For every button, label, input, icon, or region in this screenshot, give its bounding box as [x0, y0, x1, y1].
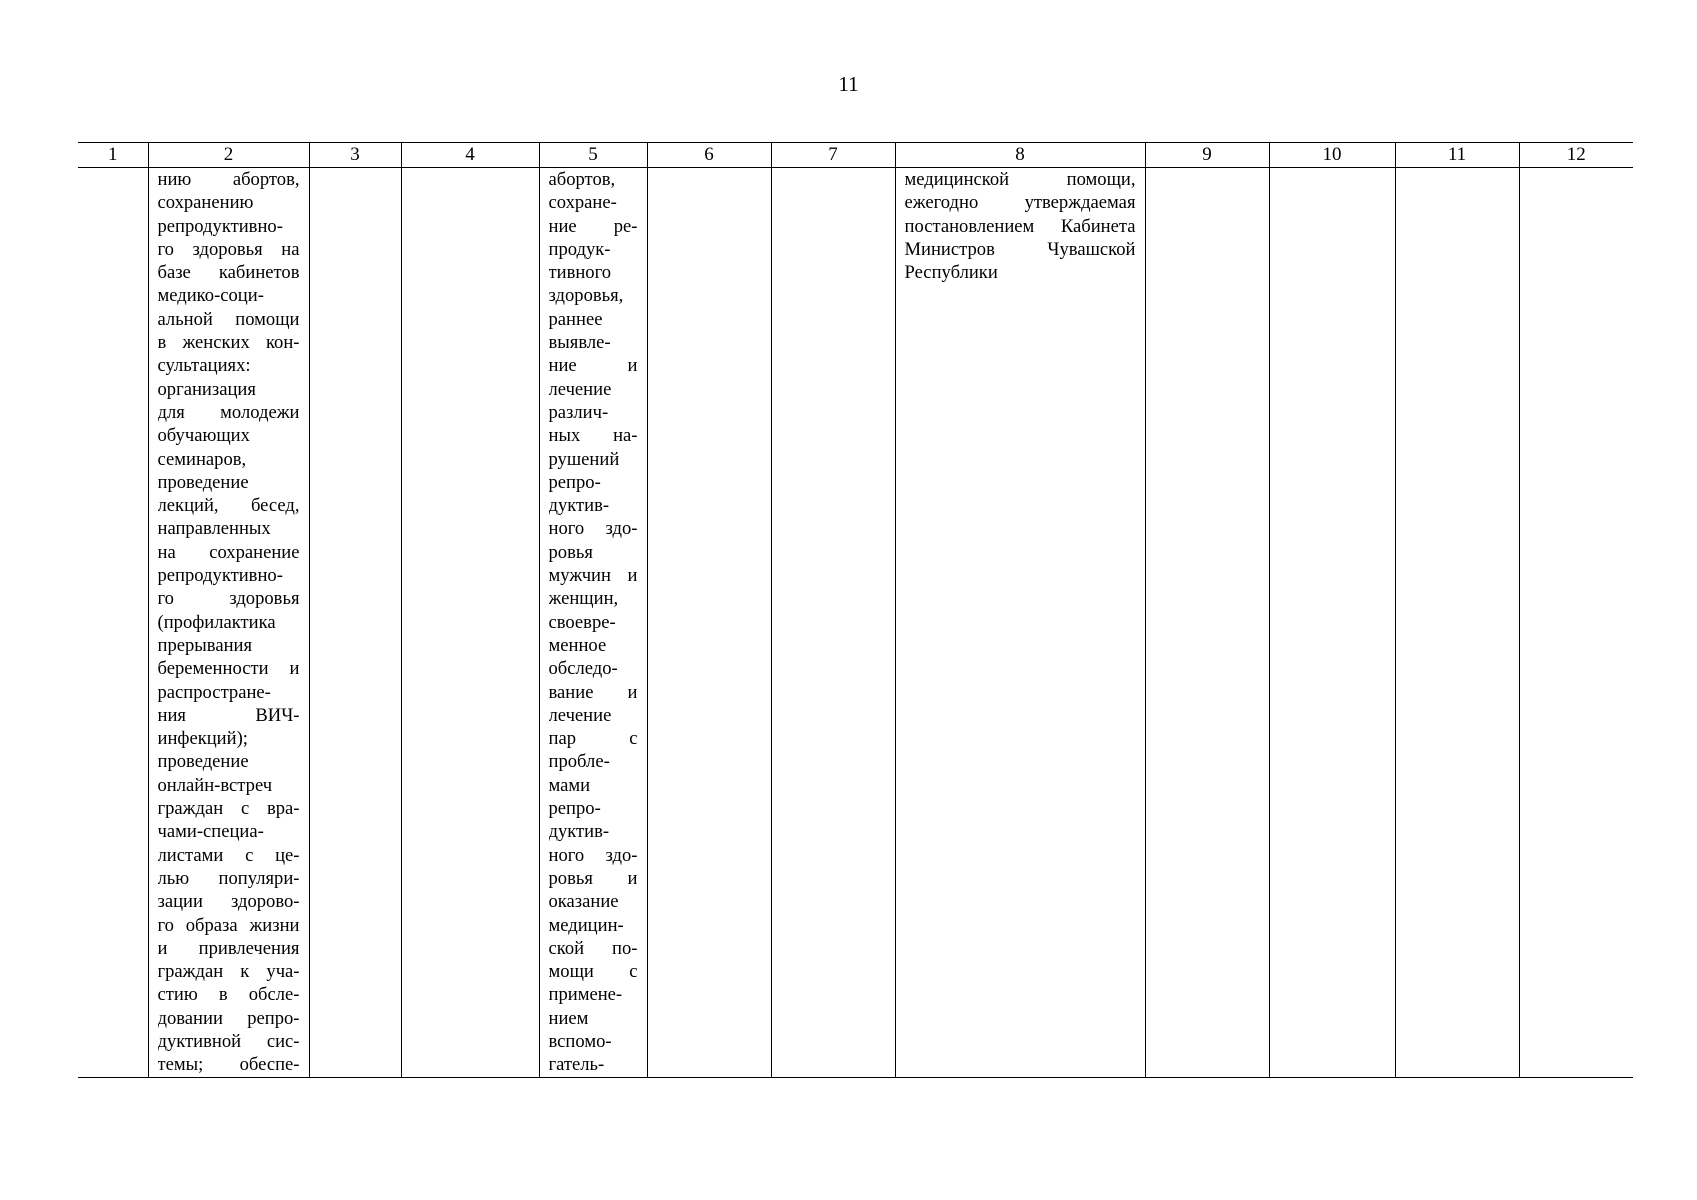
- text-line: нием: [548, 1007, 589, 1029]
- text-line: постановлением Кабинета: [904, 215, 1136, 237]
- text-line: на сохранение: [157, 541, 300, 563]
- text-line: ния ВИЧ-: [157, 704, 300, 726]
- column-header-12: 12: [1519, 143, 1633, 168]
- text-line: репро-: [548, 798, 601, 820]
- text-line: нию абортов,: [157, 169, 300, 190]
- text-line: применe-: [548, 984, 623, 1006]
- text-line: вание и: [548, 681, 638, 703]
- cell-col-8: [895, 168, 1145, 1078]
- text-line: своевре-: [548, 611, 616, 633]
- col-5-text: [549, 168, 638, 1077]
- text-line: дуктивной сис-: [157, 1030, 300, 1052]
- cell-col-10: [1269, 168, 1395, 1078]
- text-line: лечение: [548, 378, 612, 400]
- text-line: Республики: [904, 262, 998, 284]
- text-line: семинаров,: [157, 448, 247, 470]
- table-row: [78, 168, 1633, 1078]
- text-line: инфекций);: [157, 728, 248, 750]
- text-line: ежегодно утверждаемая: [904, 192, 1136, 214]
- column-header-7: 7: [771, 143, 895, 168]
- col-8-text: [905, 168, 1136, 284]
- text-line: ние и: [548, 355, 638, 377]
- text-line: менное: [548, 634, 607, 656]
- text-line: репродуктивно-: [157, 565, 283, 587]
- text-line: оказание: [548, 891, 619, 913]
- text-line: довании репро-: [157, 1007, 300, 1029]
- text-line: листами с це-: [157, 844, 300, 866]
- text-line: выявле-: [548, 332, 611, 354]
- text-line: организация: [157, 378, 256, 400]
- text-line: ровья и: [548, 867, 638, 889]
- text-line: направленных: [157, 518, 271, 540]
- col-2-text: [158, 168, 300, 1077]
- text-line: мощи с: [548, 961, 638, 983]
- text-line: обучающих: [157, 425, 250, 447]
- text-line: проведение: [157, 751, 249, 773]
- text-line: проведение: [157, 471, 249, 493]
- text-line: граждан к уча-: [157, 961, 300, 983]
- text-line: лекций, бесед,: [157, 495, 300, 517]
- text-line: сохране-: [548, 192, 617, 214]
- text-line: го здоровья на: [157, 238, 300, 260]
- text-line: ного здо-: [548, 844, 638, 866]
- text-line: абортов,: [548, 169, 616, 190]
- cell-col-5: [539, 168, 647, 1078]
- text-line: дуктив-: [548, 495, 610, 517]
- column-header-6: 6: [647, 143, 771, 168]
- text-line: мами: [548, 774, 591, 796]
- column-header-3: 3: [309, 143, 401, 168]
- text-line: в женских кон-: [157, 332, 300, 354]
- text-line: (профилактика: [157, 611, 276, 633]
- text-line: темы; обеспе-: [157, 1054, 300, 1076]
- text-line: прерывания: [157, 634, 253, 656]
- cell-col-1: [78, 168, 148, 1078]
- cell-col-11: [1395, 168, 1519, 1078]
- cell-col-7: [771, 168, 895, 1078]
- text-line: медико-соци-: [157, 285, 264, 307]
- text-line: ных на-: [548, 425, 638, 447]
- text-line: стию в обсле-: [157, 984, 300, 1006]
- text-line: медицин-: [548, 914, 624, 936]
- text-line: граждан с вра-: [157, 798, 300, 820]
- column-header-2: 2: [148, 143, 309, 168]
- text-line: ние ре-: [548, 215, 638, 237]
- text-line: базе кабинетов: [157, 262, 300, 284]
- text-line: альной помощи: [157, 308, 300, 330]
- column-header-11: 11: [1395, 143, 1519, 168]
- text-line: сохранению: [157, 192, 254, 214]
- column-header-9: 9: [1145, 143, 1269, 168]
- column-header-4: 4: [401, 143, 539, 168]
- text-line: чами-специа-: [157, 821, 264, 843]
- column-header-1: 1: [78, 143, 148, 168]
- text-line: сультациях:: [157, 355, 251, 377]
- text-line: ного здо-: [548, 518, 638, 540]
- text-line: гатель-: [548, 1054, 605, 1076]
- cell-col-3: [309, 168, 401, 1078]
- cell-col-12: [1519, 168, 1633, 1078]
- column-header-8: 8: [895, 143, 1145, 168]
- text-line: различ-: [548, 401, 609, 423]
- text-line: здоровья,: [548, 285, 624, 307]
- text-line: лечение: [548, 704, 612, 726]
- text-line: медицинской помощи,: [904, 169, 1136, 190]
- text-line: вспомо-: [548, 1030, 612, 1052]
- text-line: го здоровья: [157, 588, 300, 610]
- text-line: для молодежи: [157, 401, 300, 423]
- column-number-row: [78, 143, 1633, 168]
- text-line: обследо-: [548, 658, 618, 680]
- text-line: онлайн-встреч: [157, 774, 273, 796]
- cell-col-2: [148, 168, 309, 1078]
- cell-col-9: [1145, 168, 1269, 1078]
- text-line: распростране-: [157, 681, 271, 703]
- text-line: раннее: [548, 308, 603, 330]
- program-table: [78, 142, 1633, 1078]
- text-line: мужчин и: [548, 565, 638, 587]
- text-line: и привлечения: [157, 937, 300, 959]
- column-header-10: 10: [1269, 143, 1395, 168]
- text-line: зации здорово-: [157, 891, 300, 913]
- cell-col-4: [401, 168, 539, 1078]
- column-header-5: 5: [539, 143, 647, 168]
- text-line: тивного: [548, 262, 612, 284]
- text-line: дуктив-: [548, 821, 610, 843]
- text-line: беременности и: [157, 658, 300, 680]
- text-line: Министров Чувашской: [904, 238, 1136, 260]
- text-line: пар с: [548, 728, 638, 750]
- page-number: 11: [838, 72, 859, 96]
- text-line: продук-: [548, 238, 611, 260]
- text-line: ской по-: [548, 937, 638, 959]
- text-line: лью популяри-: [157, 867, 300, 889]
- text-line: пробле-: [548, 751, 610, 773]
- cell-col-6: [647, 168, 771, 1078]
- text-line: репродуктивно-: [157, 215, 283, 237]
- text-line: женщин,: [548, 588, 619, 610]
- text-line: ровья: [548, 541, 593, 563]
- text-line: репро-: [548, 471, 601, 493]
- text-line: рушений: [548, 448, 620, 470]
- text-line: го образа жизни: [157, 914, 300, 936]
